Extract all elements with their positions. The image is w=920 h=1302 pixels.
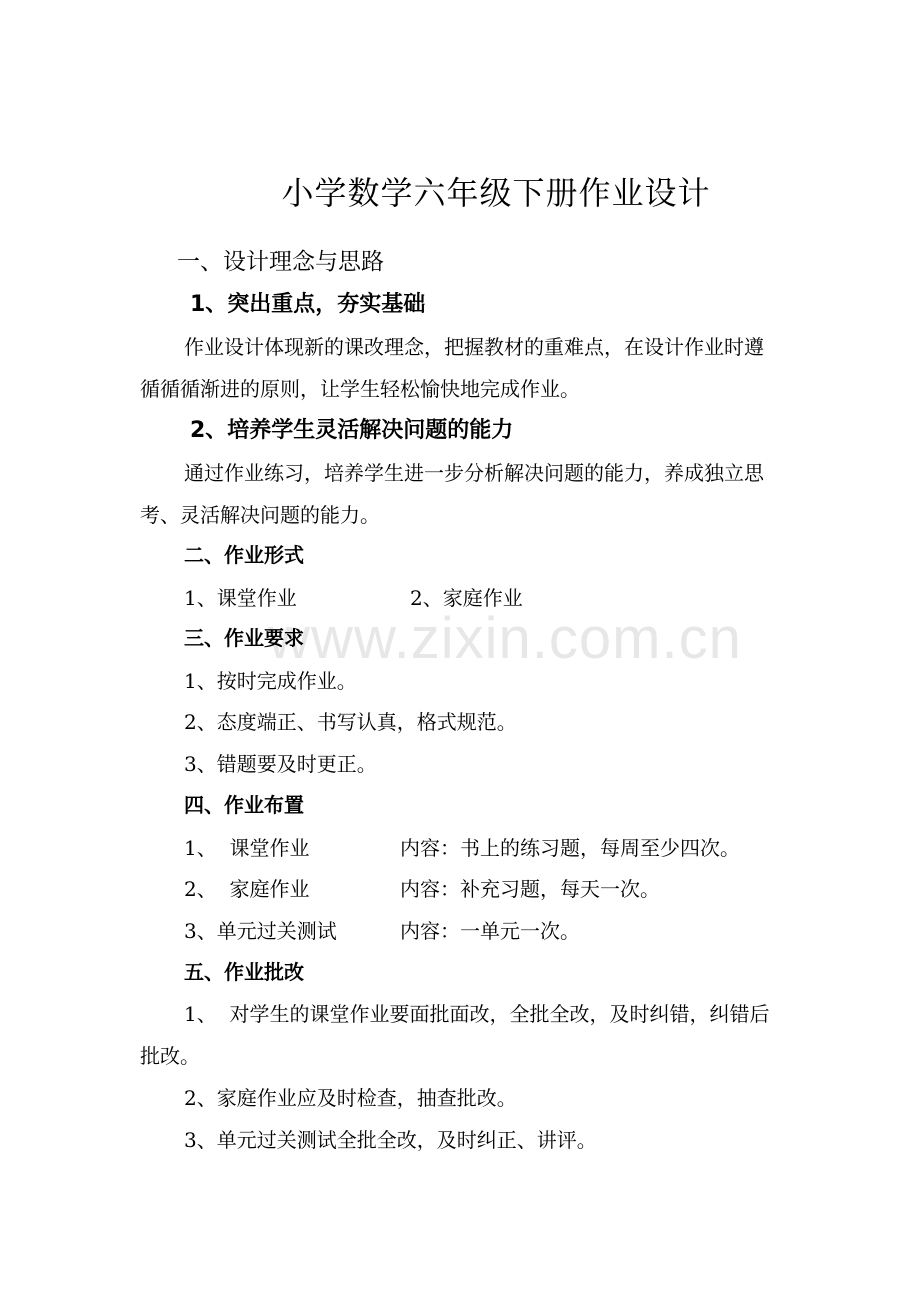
section4-row1-label: 1、 课堂作业 bbox=[184, 836, 310, 860]
section4-row3-content: 内容：一单元一次。 bbox=[400, 919, 580, 943]
section4-row2-content: 内容：补充习题，每天一次。 bbox=[400, 877, 660, 901]
section1-heading: 一、设计理念与思路 bbox=[177, 249, 384, 275]
section1-sub2-line2: 考、灵活解决问题的能力。 bbox=[140, 503, 380, 527]
section5-item2: 2、家庭作业应及时检查，抽查批改。 bbox=[184, 1086, 517, 1110]
section2-item1: 1、课堂作业 bbox=[184, 586, 297, 610]
section4-row1-content: 内容：书上的练习题，每周至少四次。 bbox=[400, 836, 740, 860]
document-title: 小学数学六年级下册作业设计 bbox=[281, 174, 711, 212]
section2-item2: 2、家庭作业 bbox=[410, 586, 523, 610]
section1-sub2-heading: 2、培养学生灵活解决问题的能力 bbox=[190, 418, 514, 443]
section4-row2-label: 2、 家庭作业 bbox=[184, 877, 310, 901]
section3-heading: 三、作业要求 bbox=[184, 626, 304, 650]
section1-sub1-line2: 循循循渐进的原则，让学生轻松愉快地完成作业。 bbox=[140, 377, 580, 401]
section1-sub2-line1: 通过作业练习，培养学生进一步分析解决问题的能力，养成独立思 bbox=[184, 461, 764, 485]
section1-sub1-heading: 1、突出重点，夯实基础 bbox=[190, 292, 426, 317]
section4-row3-label: 3、单元过关测试 bbox=[184, 919, 337, 943]
section5-heading: 五、作业批改 bbox=[184, 960, 304, 984]
section5-item1-line1: 1、 对学生的课堂作业要面批面改，全批全改，及时纠错，纠错后 bbox=[184, 1002, 770, 1026]
section2-heading: 二、作业形式 bbox=[184, 543, 304, 567]
section3-item-2: 2、态度端正、书写认真，格式规范。 bbox=[184, 710, 517, 734]
section3-item-1: 1、按时完成作业。 bbox=[184, 669, 357, 693]
section5-item1-line2: 批改。 bbox=[140, 1044, 200, 1068]
watermark: www.zixin.com.cn bbox=[268, 606, 742, 671]
section5-item3: 3、单元过关测试全批全改，及时纠正、讲评。 bbox=[184, 1128, 597, 1152]
section1-sub1-line1: 作业设计体现新的课改理念，把握教材的重难点，在设计作业时遵 bbox=[184, 335, 764, 359]
section4-heading: 四、作业布置 bbox=[184, 793, 304, 817]
section3-item-3: 3、错题要及时更正。 bbox=[184, 752, 377, 776]
